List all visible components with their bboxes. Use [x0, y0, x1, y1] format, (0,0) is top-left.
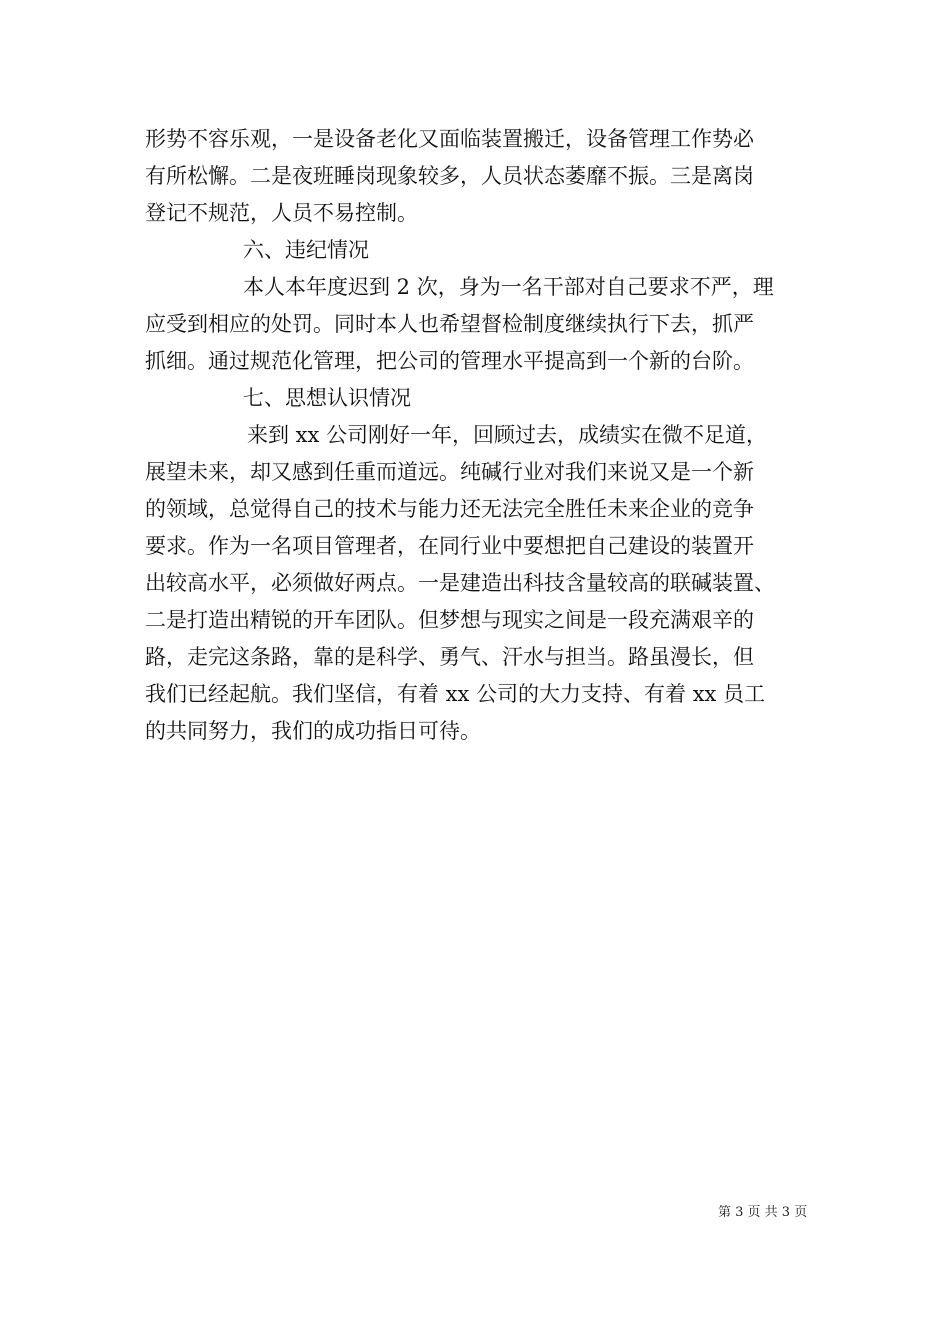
body-line: 路，走完这条路，靠的是科学、勇气、汗水与担当。路虽漫长，但: [145, 645, 754, 669]
body-line: 要求。作为一名项目管理者，在同行业中要想把自己建设的装置开: [145, 534, 754, 558]
body-line: 我们已经起航。我们坚信，有着 xx 公司的大力支持、有着 xx 员工: [145, 682, 766, 706]
body-line: 的领域，总觉得自己的技术与能力还无法完全胜任未来企业的竞争: [145, 497, 754, 521]
page-number-footer: 第 3 页 共 3 页: [718, 1205, 808, 1220]
body-line: 应受到相应的处罚。同时本人也希望督检制度继续执行下去，抓严: [145, 312, 754, 336]
body-line: 有所松懈。二是夜班睡岗现象较多，人员状态萎靡不振。三是离岗: [145, 164, 754, 188]
section-heading: 六、违纪情况: [243, 238, 369, 262]
body-line: 本人本年度迟到 2 次，身为一名干部对自己要求不严，理: [243, 275, 774, 299]
body-line: 展望未来，却又感到任重而道远。纯碱行业对我们来说又是一个新: [145, 460, 754, 484]
body-line: 登记不规范，人员不易控制。: [145, 201, 418, 225]
body-line: 二是打造出精锐的开车团队。但梦想与现实之间是一段充满艰辛的: [145, 608, 754, 632]
section-heading: 七、思想认识情况: [243, 386, 411, 410]
body-line: 抓细。通过规范化管理，把公司的管理水平提高到一个新的台阶。: [145, 349, 754, 373]
body-line: 来到 xx 公司刚好一年，回顾过去，成绩实在微不足道，: [247, 423, 768, 447]
body-line: 的共同努力，我们的成功指日可待。: [145, 719, 481, 743]
body-line: 形势不容乐观，一是设备老化又面临装置搬迁，设备管理工作势必: [145, 127, 754, 151]
body-line: 出较高水平，必须做好两点。一是建造出科技含量较高的联碱装置、: [145, 571, 775, 595]
